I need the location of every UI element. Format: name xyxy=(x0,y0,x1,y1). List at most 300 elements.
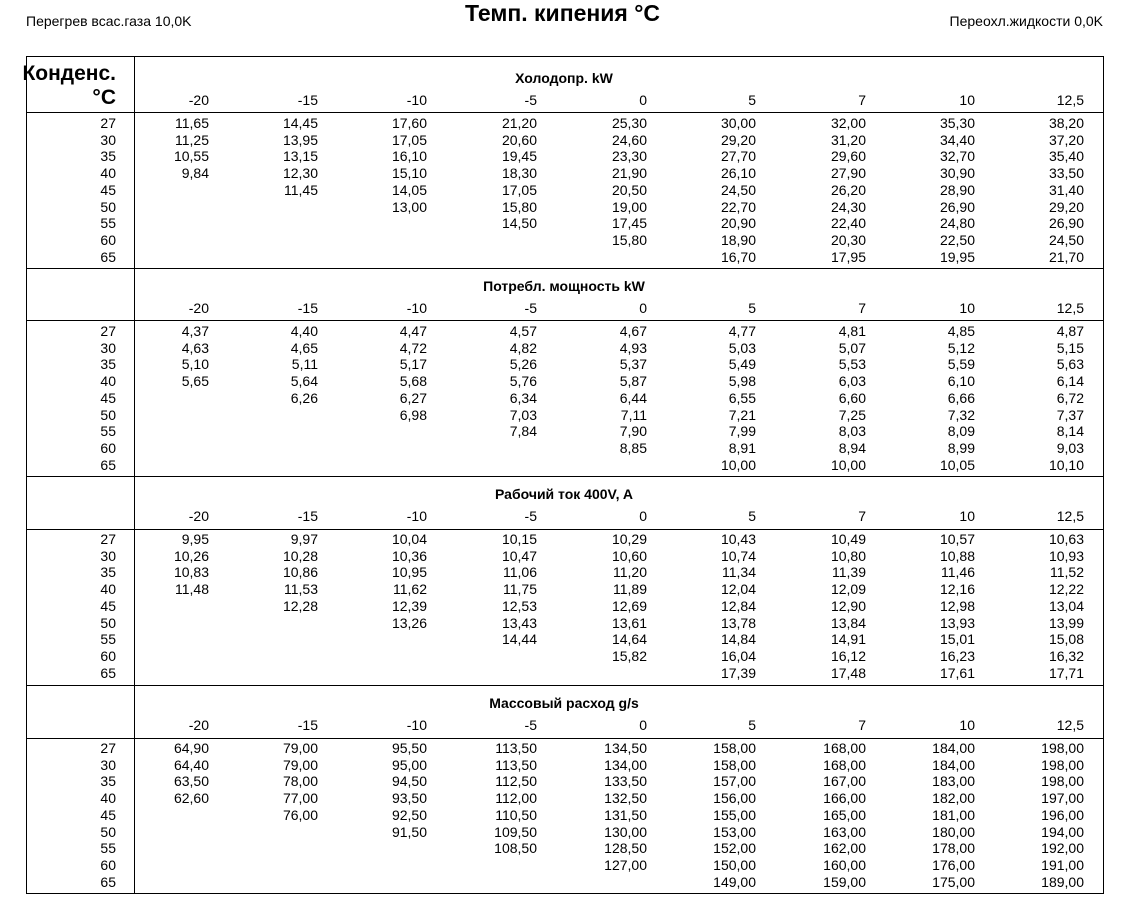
table-cell: 6,60 xyxy=(838,389,866,406)
evap-temp-header: 5 xyxy=(748,508,756,524)
table-cell: 13,43 xyxy=(501,614,537,631)
table-cell: 13,00 xyxy=(391,198,427,215)
table-cell: 4,63 xyxy=(181,339,209,356)
evap-temp-header: 10 xyxy=(959,717,975,733)
table-cell: 4,82 xyxy=(509,339,537,356)
table-cell: 10,63 xyxy=(1048,531,1084,547)
table-cell: 11,48 xyxy=(175,581,209,598)
table-cell: 27,70 xyxy=(720,148,756,165)
table-cell: 10,95 xyxy=(391,564,427,581)
table-cell: 184,00 xyxy=(932,740,975,756)
table-cell: 16,32 xyxy=(1048,647,1084,664)
table-cell: 93,50 xyxy=(391,790,427,807)
table-cell: 153,00 xyxy=(713,823,756,840)
table-cell: 4,77 xyxy=(728,323,756,339)
table-cell: 11,53 xyxy=(284,581,318,598)
table-cell: 162,00 xyxy=(823,840,866,857)
condensing-temp: 40 xyxy=(100,581,116,598)
table-cell: 21,90 xyxy=(611,165,647,182)
table-cell: 11,20 xyxy=(613,564,647,581)
table-cell: 20,60 xyxy=(501,131,537,148)
evap-temp-header: 10 xyxy=(959,92,975,108)
table-cell: 7,99 xyxy=(728,423,756,440)
table-cell: 10,86 xyxy=(282,564,318,581)
table-cell: 133,50 xyxy=(604,773,647,790)
table-cell: 30,00 xyxy=(720,115,756,131)
section-title: Рабочий ток 400V, A xyxy=(495,486,633,502)
table-cell: 198,00 xyxy=(1041,756,1084,773)
condensing-temp: 60 xyxy=(100,856,116,873)
table-cell: 27,90 xyxy=(830,165,866,182)
table-cell: 15,10 xyxy=(391,165,427,182)
table-cell: 13,99 xyxy=(1048,614,1084,631)
evap-temp-header: 12,5 xyxy=(1056,92,1084,108)
condensing-temp: 40 xyxy=(100,165,116,182)
row-separator xyxy=(26,268,1103,269)
table-cell: 18,30 xyxy=(501,165,537,182)
table-cell: 76,00 xyxy=(282,806,318,823)
table-cell: 5,37 xyxy=(619,356,647,373)
table-cell: 23,30 xyxy=(611,148,647,165)
table-cell: 22,40 xyxy=(830,215,866,232)
table-cell: 165,00 xyxy=(823,806,866,823)
table-cell: 175,00 xyxy=(932,873,975,890)
table-cell: 158,00 xyxy=(713,756,756,773)
table-cell: 26,10 xyxy=(720,165,756,182)
table-cell: 7,84 xyxy=(509,423,537,440)
table-cell: 131,50 xyxy=(604,806,647,823)
evap-temp-header: -10 xyxy=(406,717,427,733)
evap-temp-header: 10 xyxy=(959,508,975,524)
table-cell: 182,00 xyxy=(932,790,975,807)
table-cell: 11,45 xyxy=(284,181,318,198)
table-cell: 28,90 xyxy=(939,181,975,198)
table-cell: 176,00 xyxy=(932,856,975,873)
superheat-label: Перегрев всас.газа 10,0K xyxy=(26,13,192,29)
table-cell: 16,10 xyxy=(391,148,427,165)
table-cell: 13,95 xyxy=(282,131,318,148)
table-cell: 9,84 xyxy=(181,165,209,182)
table-cell: 64,40 xyxy=(173,756,209,773)
table-cell: 5,03 xyxy=(728,339,756,356)
table-cell: 20,50 xyxy=(611,181,647,198)
section-title: Массовый расход g/s xyxy=(489,695,639,711)
table-cell: 16,23 xyxy=(939,647,975,664)
row-separator xyxy=(26,320,1103,321)
table-cell: 10,00 xyxy=(830,456,866,473)
table-cell: 8,99 xyxy=(947,439,975,456)
table-cell: 7,11 xyxy=(620,406,647,423)
table-cell: 26,90 xyxy=(939,198,975,215)
condensing-temp: 45 xyxy=(100,389,116,406)
table-cell: 7,21 xyxy=(728,406,756,423)
table-cell: 9,03 xyxy=(1056,439,1084,456)
row-separator xyxy=(26,685,1103,686)
table-cell: 166,00 xyxy=(823,790,866,807)
table-cell: 12,09 xyxy=(830,581,866,598)
condensing-temp: 35 xyxy=(100,148,116,165)
table-cell: 5,68 xyxy=(399,373,427,390)
evap-temp-header: -15 xyxy=(297,300,318,316)
table-cell: 108,50 xyxy=(494,840,537,857)
table-cell: 6,14 xyxy=(1056,373,1084,390)
table-cell: 10,36 xyxy=(391,547,427,564)
table-cell: 10,55 xyxy=(173,148,209,165)
table-cell: 10,57 xyxy=(939,531,975,547)
table-cell: 79,00 xyxy=(282,756,318,773)
row-separator xyxy=(26,738,1103,739)
table-cell: 5,59 xyxy=(947,356,975,373)
table-cell: 155,00 xyxy=(713,806,756,823)
condensing-temp: 35 xyxy=(100,564,116,581)
evap-temp-header: -15 xyxy=(297,92,318,108)
table-cell: 6,03 xyxy=(838,373,866,390)
table-cell: 157,00 xyxy=(713,773,756,790)
table-cell: 150,00 xyxy=(713,856,756,873)
table-cell: 17,05 xyxy=(391,131,427,148)
table-cell: 6,98 xyxy=(399,406,427,423)
table-cell: 180,00 xyxy=(932,823,975,840)
table-cell: 10,49 xyxy=(830,531,866,547)
row-separator xyxy=(26,529,1103,530)
page-title: Темп. кипения °C xyxy=(464,0,661,26)
condensing-label: Конденс. xyxy=(22,62,116,85)
table-cell: 178,00 xyxy=(932,840,975,857)
section-title: Холодопр. kW xyxy=(515,70,613,86)
table-cell: 10,88 xyxy=(939,547,975,564)
table-cell: 14,05 xyxy=(391,181,427,198)
evap-temp-header: 7 xyxy=(858,717,866,733)
table-cell: 35,40 xyxy=(1048,148,1084,165)
evap-temp-header: 12,5 xyxy=(1056,300,1084,316)
condensing-temp: 27 xyxy=(100,115,116,131)
table-cell: 181,00 xyxy=(932,806,975,823)
table-cell: 168,00 xyxy=(823,756,866,773)
table-cell: 4,85 xyxy=(947,323,975,339)
row-separator xyxy=(26,112,1103,113)
evap-temp-header: 10 xyxy=(959,300,975,316)
condensing-temp: 35 xyxy=(100,773,116,790)
table-cell: 12,98 xyxy=(939,597,975,614)
table-cell: 24,30 xyxy=(830,198,866,215)
table-cell: 10,28 xyxy=(282,547,318,564)
table-cell: 11,75 xyxy=(503,581,537,598)
evap-temp-header: -15 xyxy=(297,717,318,733)
table-cell: 198,00 xyxy=(1041,740,1084,756)
table-cell: 95,00 xyxy=(391,756,427,773)
condensing-temp: 50 xyxy=(100,406,116,423)
condensing-temp: 50 xyxy=(100,614,116,631)
table-cell: 10,80 xyxy=(830,547,866,564)
evap-temp-header: -5 xyxy=(524,300,537,316)
table-cell: 13,61 xyxy=(611,614,647,631)
table-cell: 14,50 xyxy=(501,215,537,232)
table-cell: 9,97 xyxy=(290,531,318,547)
table-cell: 10,26 xyxy=(173,547,209,564)
table-cell: 5,17 xyxy=(399,356,427,373)
table-cell: 10,43 xyxy=(720,531,756,547)
table-cell: 11,89 xyxy=(613,581,647,598)
table-cell: 11,62 xyxy=(393,581,427,598)
table-cell: 32,70 xyxy=(939,148,975,165)
table-cell: 15,82 xyxy=(611,647,647,664)
table-cell: 127,00 xyxy=(604,856,647,873)
condensing-temp: 55 xyxy=(100,631,116,648)
table-cell: 134,50 xyxy=(604,740,647,756)
table-cell: 5,76 xyxy=(509,373,537,390)
table-cell: 13,93 xyxy=(939,614,975,631)
table-cell: 167,00 xyxy=(823,773,866,790)
table-cell: 15,08 xyxy=(1048,631,1084,648)
table-cell: 17,61 xyxy=(939,664,975,681)
table-cell: 8,03 xyxy=(838,423,866,440)
table-cell: 31,40 xyxy=(1048,181,1084,198)
condensing-temp: 60 xyxy=(100,439,116,456)
table-cell: 5,11 xyxy=(291,356,318,373)
table-cell: 11,34 xyxy=(722,564,756,581)
table-cell: 191,00 xyxy=(1041,856,1084,873)
condensing-temp: 60 xyxy=(100,647,116,664)
table-cell: 159,00 xyxy=(823,873,866,890)
table-cell: 17,60 xyxy=(391,115,427,131)
table-cell: 94,50 xyxy=(391,773,427,790)
table-cell: 163,00 xyxy=(823,823,866,840)
condensing-temp: 55 xyxy=(100,840,116,857)
condensing-temp: 45 xyxy=(100,597,116,614)
condensing-temp: 65 xyxy=(100,873,116,890)
table-cell: 14,45 xyxy=(282,115,318,131)
table-cell: 19,00 xyxy=(611,198,647,215)
table-cell: 32,00 xyxy=(830,115,866,131)
table-cell: 4,93 xyxy=(619,339,647,356)
table-cell: 156,00 xyxy=(713,790,756,807)
table-cell: 17,95 xyxy=(830,248,866,265)
column-divider xyxy=(134,56,135,894)
evap-temp-header: -20 xyxy=(188,717,209,733)
condensing-unit: °C xyxy=(92,86,116,109)
table-cell: 6,27 xyxy=(399,389,427,406)
table-cell: 8,91 xyxy=(728,439,756,456)
table-cell: 196,00 xyxy=(1041,806,1084,823)
table-cell: 5,98 xyxy=(728,373,756,390)
condensing-temp: 27 xyxy=(100,531,116,547)
table-cell: 4,87 xyxy=(1056,323,1084,339)
table-cell: 11,06 xyxy=(503,564,537,581)
table-cell: 4,37 xyxy=(181,323,209,339)
evap-temp-header: 12,5 xyxy=(1056,508,1084,524)
table-cell: 6,55 xyxy=(728,389,756,406)
evap-temp-header: 5 xyxy=(748,92,756,108)
evap-temp-header: 5 xyxy=(748,300,756,316)
table-cell: 12,16 xyxy=(939,581,975,598)
table-cell: 10,29 xyxy=(611,531,647,547)
table-cell: 11,52 xyxy=(1050,564,1084,581)
table-cell: 113,50 xyxy=(495,756,537,773)
table-cell: 4,67 xyxy=(619,323,647,339)
table-cell: 26,90 xyxy=(1048,215,1084,232)
condensing-temp: 30 xyxy=(100,756,116,773)
condensing-temp: 35 xyxy=(100,356,116,373)
table-cell: 5,87 xyxy=(619,373,647,390)
table-cell: 5,49 xyxy=(728,356,756,373)
table-cell: 24,50 xyxy=(1048,231,1084,248)
table-cell: 13,04 xyxy=(1048,597,1084,614)
evap-temp-header: -10 xyxy=(406,508,427,524)
table-cell: 5,10 xyxy=(181,356,209,373)
table-cell: 12,30 xyxy=(282,165,318,182)
table-cell: 5,53 xyxy=(838,356,866,373)
table-cell: 10,05 xyxy=(939,456,975,473)
evap-temp-header: 7 xyxy=(858,508,866,524)
table-cell: 192,00 xyxy=(1041,840,1084,857)
table-cell: 21,20 xyxy=(501,115,537,131)
evap-temp-header: 5 xyxy=(748,717,756,733)
table-cell: 10,10 xyxy=(1048,456,1084,473)
table-cell: 17,05 xyxy=(501,181,537,198)
table-cell: 6,44 xyxy=(619,389,647,406)
table-cell: 7,25 xyxy=(838,406,866,423)
table-cell: 7,03 xyxy=(509,406,537,423)
table-cell: 14,64 xyxy=(611,631,647,648)
table-cell: 31,20 xyxy=(830,131,866,148)
table-cell: 198,00 xyxy=(1041,773,1084,790)
table-cell: 26,20 xyxy=(830,181,866,198)
evap-temp-header: 0 xyxy=(639,717,647,733)
table-cell: 38,20 xyxy=(1048,115,1084,131)
table-cell: 95,50 xyxy=(391,740,427,756)
table-cell: 29,60 xyxy=(830,148,866,165)
condensing-temp: 60 xyxy=(100,231,116,248)
table-cell: 130,00 xyxy=(604,823,647,840)
table-cell: 8,94 xyxy=(838,439,866,456)
table-cell: 12,53 xyxy=(501,597,537,614)
table-cell: 11,65 xyxy=(175,115,209,131)
evap-temp-header: -10 xyxy=(406,92,427,108)
table-bottom-border xyxy=(26,893,1103,894)
table-cell: 5,15 xyxy=(1056,339,1084,356)
table-cell: 14,44 xyxy=(501,631,537,648)
table-cell: 63,50 xyxy=(173,773,209,790)
condensing-temp: 65 xyxy=(100,248,116,265)
table-cell: 15,80 xyxy=(611,231,647,248)
table-cell: 183,00 xyxy=(932,773,975,790)
table-cell: 12,90 xyxy=(830,597,866,614)
table-cell: 10,00 xyxy=(720,456,756,473)
table-cell: 17,71 xyxy=(1048,664,1084,681)
table-cell: 15,01 xyxy=(939,631,975,648)
evap-temp-header: -20 xyxy=(188,92,209,108)
table-cell: 24,50 xyxy=(720,181,756,198)
table-cell: 5,64 xyxy=(290,373,318,390)
evap-temp-header: -5 xyxy=(524,92,537,108)
evap-temp-header: 0 xyxy=(639,508,647,524)
table-cell: 6,72 xyxy=(1056,389,1084,406)
table-cell: 4,40 xyxy=(290,323,318,339)
subcooling-label: Переохл.жидкости 0,0K xyxy=(949,13,1103,29)
table-cell: 29,20 xyxy=(1048,198,1084,215)
table-cell: 16,04 xyxy=(720,647,756,664)
table-cell: 11,39 xyxy=(832,564,866,581)
table-cell: 8,85 xyxy=(619,439,647,456)
table-cell: 17,48 xyxy=(830,664,866,681)
evap-temp-header: -5 xyxy=(524,508,537,524)
condensing-temp: 30 xyxy=(100,339,116,356)
table-cell: 22,70 xyxy=(720,198,756,215)
table-cell: 16,70 xyxy=(720,248,756,265)
table-cell: 16,12 xyxy=(830,647,866,664)
table-cell: 5,26 xyxy=(509,356,537,373)
table-cell: 17,39 xyxy=(720,664,756,681)
table-cell: 12,84 xyxy=(720,597,756,614)
table-cell: 13,84 xyxy=(830,614,866,631)
condensing-temp: 45 xyxy=(100,181,116,198)
table-cell: 20,30 xyxy=(830,231,866,248)
table-cell: 12,04 xyxy=(720,581,756,598)
evap-temp-header: -10 xyxy=(406,300,427,316)
table-cell: 134,00 xyxy=(604,756,647,773)
table-cell: 149,00 xyxy=(713,873,756,890)
table-cell: 7,32 xyxy=(947,406,975,423)
table-cell: 168,00 xyxy=(823,740,866,756)
condensing-temp: 50 xyxy=(100,823,116,840)
table-cell: 10,74 xyxy=(720,547,756,564)
table-cell: 17,45 xyxy=(611,215,647,232)
table-cell: 158,00 xyxy=(713,740,756,756)
condensing-temp: 27 xyxy=(100,323,116,339)
table-cell: 112,50 xyxy=(495,773,537,790)
table-cell: 6,10 xyxy=(947,373,975,390)
table-cell: 5,12 xyxy=(947,339,975,356)
table-cell: 11,25 xyxy=(175,131,209,148)
table-cell: 11,46 xyxy=(941,564,975,581)
table-cell: 5,63 xyxy=(1056,356,1084,373)
evap-temp-header: 7 xyxy=(858,300,866,316)
table-cell: 91,50 xyxy=(391,823,427,840)
condensing-temp: 65 xyxy=(100,664,116,681)
table-cell: 12,69 xyxy=(611,597,647,614)
condensing-temp: 65 xyxy=(100,456,116,473)
condensing-temp: 40 xyxy=(100,373,116,390)
table-cell: 4,81 xyxy=(838,323,866,339)
table-cell: 35,30 xyxy=(939,115,975,131)
table-cell: 197,00 xyxy=(1041,790,1084,807)
condensing-temp: 30 xyxy=(100,131,116,148)
table-cell: 92,50 xyxy=(391,806,427,823)
table-cell: 7,37 xyxy=(1056,406,1084,423)
evap-temp-header: 0 xyxy=(639,92,647,108)
table-cell: 20,90 xyxy=(720,215,756,232)
table-cell: 10,93 xyxy=(1048,547,1084,564)
table-cell: 10,60 xyxy=(611,547,647,564)
table-cell: 110,50 xyxy=(495,806,537,823)
evap-temp-header: -20 xyxy=(188,508,209,524)
table-cell: 8,14 xyxy=(1056,423,1084,440)
table-cell: 29,20 xyxy=(720,131,756,148)
table-cell: 4,47 xyxy=(399,323,427,339)
table-cell: 6,34 xyxy=(509,389,537,406)
evap-temp-header: 7 xyxy=(858,92,866,108)
table-cell: 14,84 xyxy=(720,631,756,648)
table-cell: 13,26 xyxy=(391,614,427,631)
table-cell: 22,50 xyxy=(939,231,975,248)
table-cell: 128,50 xyxy=(604,840,647,857)
section-title: Потребл. мощность kW xyxy=(483,278,645,294)
row-separator xyxy=(26,476,1103,477)
table-cell: 113,50 xyxy=(495,740,537,756)
table-cell: 8,09 xyxy=(947,423,975,440)
table-cell: 6,26 xyxy=(290,389,318,406)
evap-temp-header: 12,5 xyxy=(1056,717,1084,733)
